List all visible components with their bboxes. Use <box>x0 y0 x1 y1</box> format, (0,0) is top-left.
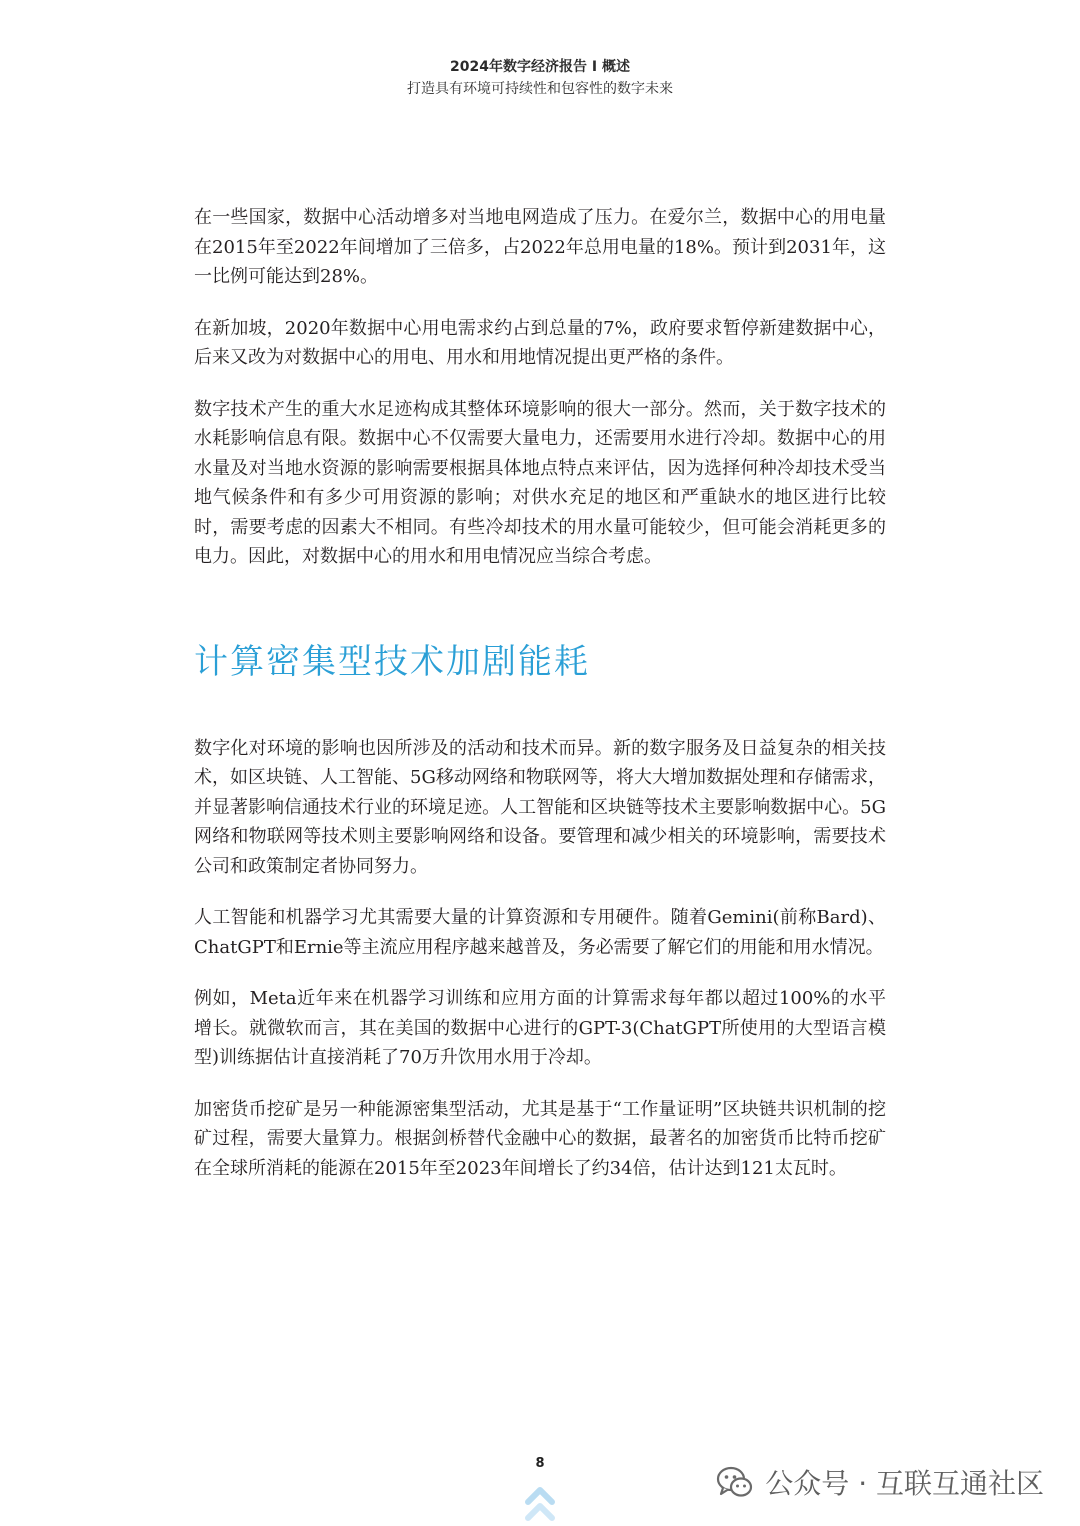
page-header <box>0 56 1080 100</box>
paragraph-digitalization: 数字化对环境的影响也因所涉及的活动和技术而异。新的数字服务及日益复杂的相关技术，如区块链、人工智能、5G移动网络和物联网等，将大大增加数据处理和存储需求，并显著影响信通技术行业的环境足迹。人工智能和区块链等技术主要影响数据中心。5G网络和物联网等技术则主要影响网络和设备。要管理和减少相关的环境影响，需要技术公司和政策制定者协同努力。 <box>194 737 886 877</box>
report-title: 2024年数字经济报告 I 概述 <box>450 59 630 75</box>
section-heading: 计算密集型技术加剧能耗 <box>194 641 590 682</box>
report-subtitle: 打造具有环境可持续性和包容性的数字未来 <box>407 81 673 97</box>
chevron-up-icon[interactable] <box>522 1482 558 1526</box>
paragraph-singapore: 在新加坡，2020年数据中心用电需求约占到总量的7%，政府要求暂停新建数据中心，后来又改为对数据中心的用电、用水和用地情况提出更严格的条件。 <box>194 317 886 368</box>
paragraph-water-footprint: 数字技术产生的重大水足迹构成其整体环境影响的很大一部分。然而，关于数字技术的水耗影响信息有限。数据中心不仅需要大量电力，还需要用水进行冷却。数据中心的用水量及对当地水资源的影响需要根据具体地点特点来评估，因为选择何种冷却技术受当地气候条件和有多少可用资源的影响；对供水充足的地区和严重缺水的地区进行比较时，需要考虑的因素大不相同。有些冷却技术的用水量可能较少，但可能会消耗更多的电力。因此，对数据中心的用水和用电情况应当综合考虑。 <box>194 398 886 567</box>
paragraph-ai-ml: 人工智能和机器学习尤其需要大量的计算资源和专用硬件。随着Gemini(前称Bard)、ChatGPT和Ernie等主流应用程序越来越普及，务必需要了解它们的用能和用水情况。 <box>194 907 886 958</box>
page-number: 8 <box>535 1456 545 1471</box>
paragraph-crypto-mining: 加密货币挖矿是另一种能源密集型活动，尤其是基于“工作量证明”区块链共识机制的挖矿过程，需要大量算力。根据剑桥替代金融中心的数据，最著名的加密货币比特币挖矿在全球所消耗的能源在2015年至2023年间增长了约34倍，估计达到121太瓦时。 <box>194 1098 886 1179</box>
watermark-text: 公众号 · 互联互通社区 <box>765 1467 1044 1500</box>
paragraph-meta-microsoft: 例如，Meta近年来在机器学习训练和应用方面的计算需求每年都以超过100%的水平增长。就微软而言，其在美国的数据中心进行的GPT-3(ChatGPT所使用的大型语言模型)训练据估计直接消耗了70万升饮用水用于冷却。 <box>194 988 886 1068</box>
watermark <box>715 1462 1044 1502</box>
wechat-icon <box>715 1462 755 1502</box>
paragraph-ireland: 在一些国家，数据中心活动增多对当地电网造成了压力。在爱尔兰，数据中心的用电量在2015年至2022年间增加了三倍多，占2022年总用电量的18%。预计到2031年，这一比例可能达到28%。 <box>194 207 886 287</box>
main-content <box>194 203 886 1205</box>
